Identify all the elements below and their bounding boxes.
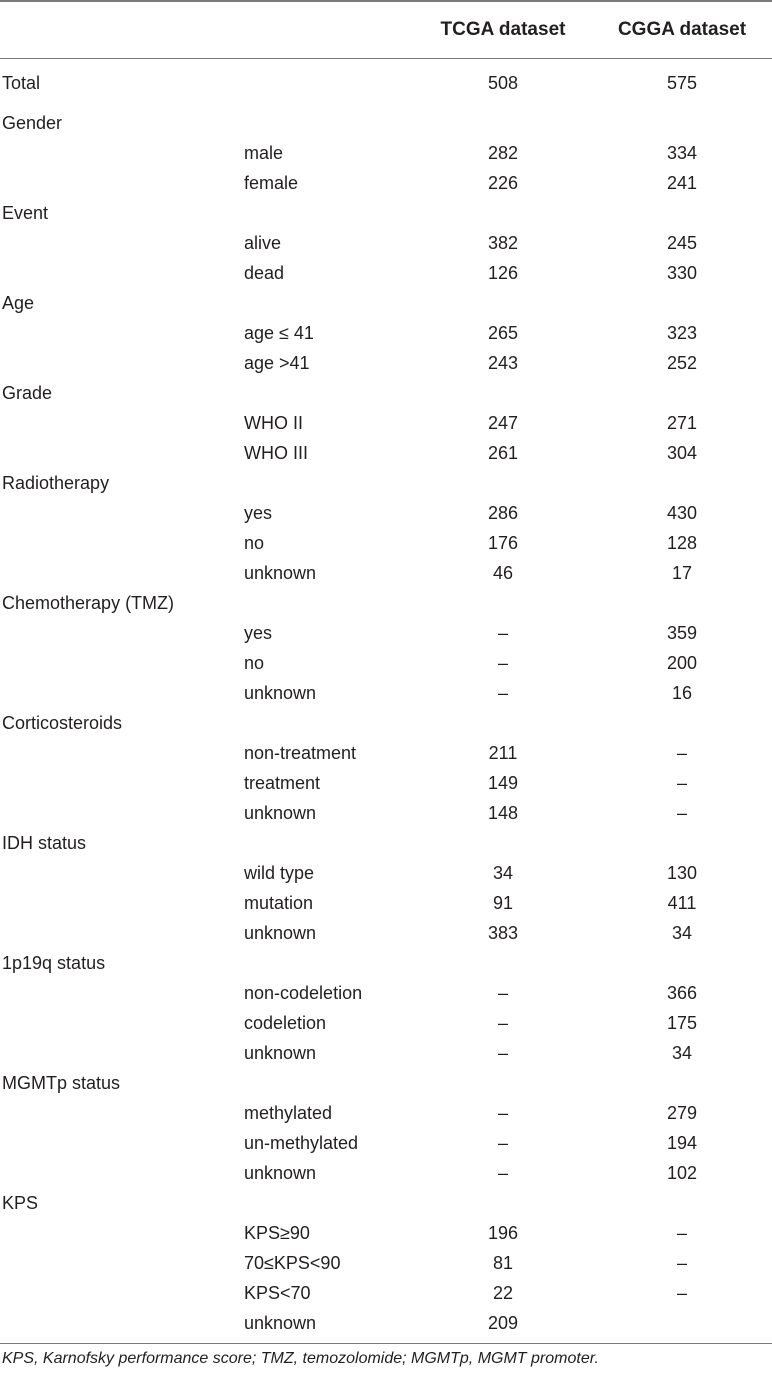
cell-subgroup: wild type: [244, 863, 315, 883]
cell-variable: Event: [2, 203, 49, 223]
cell-cgga: 334: [666, 143, 698, 163]
table-footnote: KPS, Karnofsky performance score; TMZ, temozolomide; MGMTp, MGMT promoter.: [2, 1350, 599, 1367]
cell-variable: [0, 318, 244, 348]
table-row: [0, 1068, 772, 1098]
cell-subgroup: [244, 708, 414, 738]
cell-variable: [0, 348, 244, 378]
cell-subgroup: [244, 288, 414, 318]
table-row: [0, 588, 772, 618]
cell-tcga: 243: [487, 353, 519, 373]
cell-cgga: [592, 1308, 772, 1338]
cell-tcga: –: [497, 683, 508, 703]
cell-subgroup: codeletion: [244, 1013, 327, 1033]
cell-tcga: 508: [487, 73, 519, 93]
table-row: [0, 228, 772, 258]
cell-tcga: 265: [487, 323, 519, 343]
cell-tcga: 34: [492, 863, 514, 883]
cell-subgroup: methylated: [244, 1103, 333, 1123]
cell-cgga: [592, 948, 772, 978]
cell-cgga: 330: [666, 263, 698, 283]
cell-cgga: [592, 378, 772, 408]
cell-cgga: 430: [666, 503, 698, 523]
cell-subgroup: mutation: [244, 893, 314, 913]
cell-cgga: 304: [666, 443, 698, 463]
cell-tcga: 91: [492, 893, 514, 913]
cell-subgroup: [244, 588, 414, 618]
cell-subgroup: unknown: [244, 923, 317, 943]
table-row: [0, 438, 772, 468]
cell-tcga: 176: [487, 533, 519, 553]
cell-tcga: [414, 828, 592, 858]
cell-subgroup: no: [244, 533, 265, 553]
table-row: [0, 318, 772, 348]
cell-variable: Corticosteroids: [2, 713, 123, 733]
cell-subgroup: [244, 378, 414, 408]
cell-subgroup: WHO II: [244, 413, 303, 433]
cell-cgga: 175: [666, 1013, 698, 1033]
cell-variable: [0, 648, 244, 678]
cell-cgga: 34: [671, 923, 693, 943]
cell-cgga: 194: [666, 1133, 698, 1153]
cell-cgga: –: [676, 1223, 687, 1243]
table-row: [0, 678, 772, 708]
table-row: [0, 708, 772, 738]
cell-cgga: –: [676, 743, 687, 763]
cell-tcga: –: [497, 1163, 508, 1183]
cell-subgroup: WHO III: [244, 443, 308, 463]
cell-variable: [0, 678, 244, 708]
cell-cgga: –: [676, 1253, 687, 1273]
cell-tcga: –: [497, 1013, 508, 1033]
cell-cgga: 34: [671, 1043, 693, 1063]
cell-variable: MGMTp status: [2, 1073, 121, 1093]
table-row: [0, 1248, 772, 1278]
table-row: [0, 378, 772, 408]
cell-subgroup: un-methylated: [244, 1133, 359, 1153]
table-row: [0, 198, 772, 228]
cell-cgga: [592, 198, 772, 228]
cell-variable: Gender: [2, 113, 63, 133]
cell-subgroup: [244, 1068, 414, 1098]
cell-variable: [0, 1128, 244, 1158]
cell-subgroup: non-codeletion: [244, 983, 363, 1003]
cell-subgroup: 70≤KPS<90: [244, 1253, 341, 1273]
cell-cgga: 130: [666, 863, 698, 883]
table-row: [0, 498, 772, 528]
cell-tcga: 126: [487, 263, 519, 283]
cell-tcga: [414, 1188, 592, 1218]
cell-cgga: 359: [666, 623, 698, 643]
cell-variable: KPS: [2, 1193, 39, 1213]
cell-variable: [0, 1218, 244, 1248]
table-row: [0, 1308, 772, 1338]
cell-variable: [0, 558, 244, 588]
cell-variable: [0, 1038, 244, 1068]
cell-tcga: 282: [487, 143, 519, 163]
cell-variable: [0, 228, 244, 258]
cell-cgga: –: [676, 773, 687, 793]
table-row: [0, 1098, 772, 1128]
cell-subgroup: alive: [244, 233, 282, 253]
cell-subgroup: yes: [244, 623, 273, 643]
cell-tcga: –: [497, 653, 508, 673]
cell-cgga: [592, 1068, 772, 1098]
header-subgroup: [244, 1, 414, 58]
cell-subgroup: unknown: [244, 1043, 317, 1063]
cell-cgga: [592, 708, 772, 738]
cell-variable: Chemotherapy (TMZ): [2, 593, 175, 613]
table-row: [0, 618, 772, 648]
cell-subgroup: [244, 108, 414, 138]
cell-variable: [0, 1278, 244, 1308]
cell-cgga: 411: [667, 893, 697, 913]
cell-cgga: 252: [666, 353, 698, 373]
cell-variable: [0, 888, 244, 918]
header-row: [0, 1, 772, 58]
cell-tcga: [414, 468, 592, 498]
cell-variable: [0, 1248, 244, 1278]
cell-tcga: [414, 948, 592, 978]
table-row: [0, 138, 772, 168]
dataset-characteristics-table: [0, 1, 772, 1338]
cell-cgga: 279: [666, 1103, 698, 1123]
cell-tcga: 247: [487, 413, 519, 433]
table-row: [0, 918, 772, 948]
cell-cgga: 245: [666, 233, 698, 253]
cell-subgroup: unknown: [244, 563, 317, 583]
header-cgga: CGGA dataset: [617, 19, 747, 40]
cell-variable: [0, 258, 244, 288]
cell-variable: [0, 1308, 244, 1338]
cell-tcga: [414, 378, 592, 408]
cell-cgga: 200: [666, 653, 698, 673]
cell-cgga: 102: [666, 1163, 698, 1183]
header-variable: [0, 1, 244, 58]
table-row: [0, 738, 772, 768]
cell-subgroup: unknown: [244, 683, 317, 703]
cell-subgroup: [244, 1188, 414, 1218]
cell-cgga: 16: [671, 683, 693, 703]
table-row: [0, 168, 772, 198]
table-row: [0, 528, 772, 558]
table-row: [0, 978, 772, 1008]
cell-subgroup: [244, 58, 414, 108]
cell-cgga: 241: [666, 173, 698, 193]
table-row: [0, 648, 772, 678]
cell-cgga: 323: [666, 323, 698, 343]
cell-subgroup: male: [244, 143, 284, 163]
header-tcga: TCGA dataset: [440, 19, 566, 40]
cell-variable: Age: [2, 293, 35, 313]
cell-tcga: 382: [487, 233, 519, 253]
table-row: [0, 1158, 772, 1188]
table-row: [0, 58, 772, 108]
table-row: [0, 558, 772, 588]
cell-tcga: [414, 288, 592, 318]
cell-subgroup: [244, 828, 414, 858]
cell-variable: [0, 618, 244, 648]
cell-subgroup: non-treatment: [244, 743, 357, 763]
cell-subgroup: KPS<70: [244, 1283, 311, 1303]
cell-subgroup: unknown: [244, 1313, 317, 1333]
table-row: [0, 348, 772, 378]
table-header: [0, 1, 772, 58]
table-row: [0, 948, 772, 978]
cell-variable: Total: [2, 73, 41, 93]
table-body: [0, 58, 772, 1338]
table-row: [0, 1128, 772, 1158]
cell-tcga: [414, 108, 592, 138]
cell-subgroup: unknown: [244, 803, 317, 823]
cell-tcga: 286: [487, 503, 519, 523]
cell-variable: IDH status: [2, 833, 87, 853]
cell-variable: [0, 1098, 244, 1128]
cell-tcga: 383: [487, 923, 519, 943]
table-row: [0, 1278, 772, 1308]
table-row: [0, 768, 772, 798]
cell-subgroup: KPS≥90: [244, 1223, 310, 1243]
cell-variable: [0, 438, 244, 468]
cell-tcga: 261: [487, 443, 519, 463]
cell-tcga: –: [497, 1133, 508, 1153]
cell-cgga: [592, 108, 772, 138]
cell-subgroup: [244, 468, 414, 498]
cell-tcga: 149: [487, 773, 519, 793]
table-row: [0, 408, 772, 438]
cell-tcga: 81: [492, 1253, 514, 1273]
cell-subgroup: no: [244, 653, 265, 673]
cell-tcga: –: [497, 1103, 508, 1123]
cell-variable: Radiotherapy: [2, 473, 110, 493]
cell-tcga: –: [497, 623, 508, 643]
table-row: [0, 828, 772, 858]
table-row: [0, 1008, 772, 1038]
cell-tcga: –: [497, 1043, 508, 1063]
table-row: [0, 288, 772, 318]
cell-subgroup: dead: [244, 263, 285, 283]
cell-variable: [0, 768, 244, 798]
cell-variable: [0, 798, 244, 828]
cell-subgroup: yes: [244, 503, 273, 523]
table-row: [0, 108, 772, 138]
cell-tcga: 211: [488, 743, 518, 763]
table-row: [0, 888, 772, 918]
cell-cgga: [592, 468, 772, 498]
cell-tcga: [414, 588, 592, 618]
cell-cgga: [592, 588, 772, 618]
cell-variable: [0, 978, 244, 1008]
cell-subgroup: age >41: [244, 353, 310, 373]
cell-tcga: [414, 708, 592, 738]
cell-tcga: [414, 1068, 592, 1098]
cell-cgga: 128: [666, 533, 698, 553]
table-row: [0, 798, 772, 828]
cell-tcga: 209: [487, 1313, 519, 1333]
table-row: [0, 468, 772, 498]
cell-cgga: [592, 288, 772, 318]
cell-variable: [0, 168, 244, 198]
cell-subgroup: treatment: [244, 773, 321, 793]
table-row: [0, 1038, 772, 1068]
cell-cgga: 271: [666, 413, 698, 433]
cell-subgroup: age ≤ 41: [244, 323, 314, 343]
cell-tcga: 226: [487, 173, 519, 193]
cell-tcga: 196: [487, 1223, 519, 1243]
cell-subgroup: [244, 948, 414, 978]
cell-tcga: 46: [492, 563, 514, 583]
cell-tcga: –: [497, 983, 508, 1003]
cell-variable: [0, 408, 244, 438]
table-row: [0, 258, 772, 288]
cell-subgroup: female: [244, 173, 299, 193]
cell-subgroup: [244, 198, 414, 228]
cell-subgroup: unknown: [244, 1163, 317, 1183]
cell-tcga: [414, 198, 592, 228]
cell-variable: [0, 138, 244, 168]
cell-cgga: 575: [666, 73, 698, 93]
cell-cgga: [592, 1188, 772, 1218]
cell-variable: [0, 858, 244, 888]
table-bottom-rule: [0, 1343, 772, 1344]
table-row: [0, 858, 772, 888]
cell-variable: [0, 738, 244, 768]
cell-cgga: 17: [671, 563, 693, 583]
cell-cgga: [592, 828, 772, 858]
cell-variable: Grade: [2, 383, 53, 403]
cell-cgga: –: [676, 1283, 687, 1303]
cell-variable: [0, 1158, 244, 1188]
cell-variable: [0, 918, 244, 948]
table-row: [0, 1188, 772, 1218]
table-row: [0, 1218, 772, 1248]
cell-tcga: 148: [487, 803, 519, 823]
cell-variable: [0, 528, 244, 558]
cell-tcga: 22: [492, 1283, 514, 1303]
cell-cgga: 366: [666, 983, 698, 1003]
cell-variable: [0, 1008, 244, 1038]
cell-variable: [0, 498, 244, 528]
cell-variable: 1p19q status: [2, 953, 106, 973]
cell-cgga: –: [676, 803, 687, 823]
